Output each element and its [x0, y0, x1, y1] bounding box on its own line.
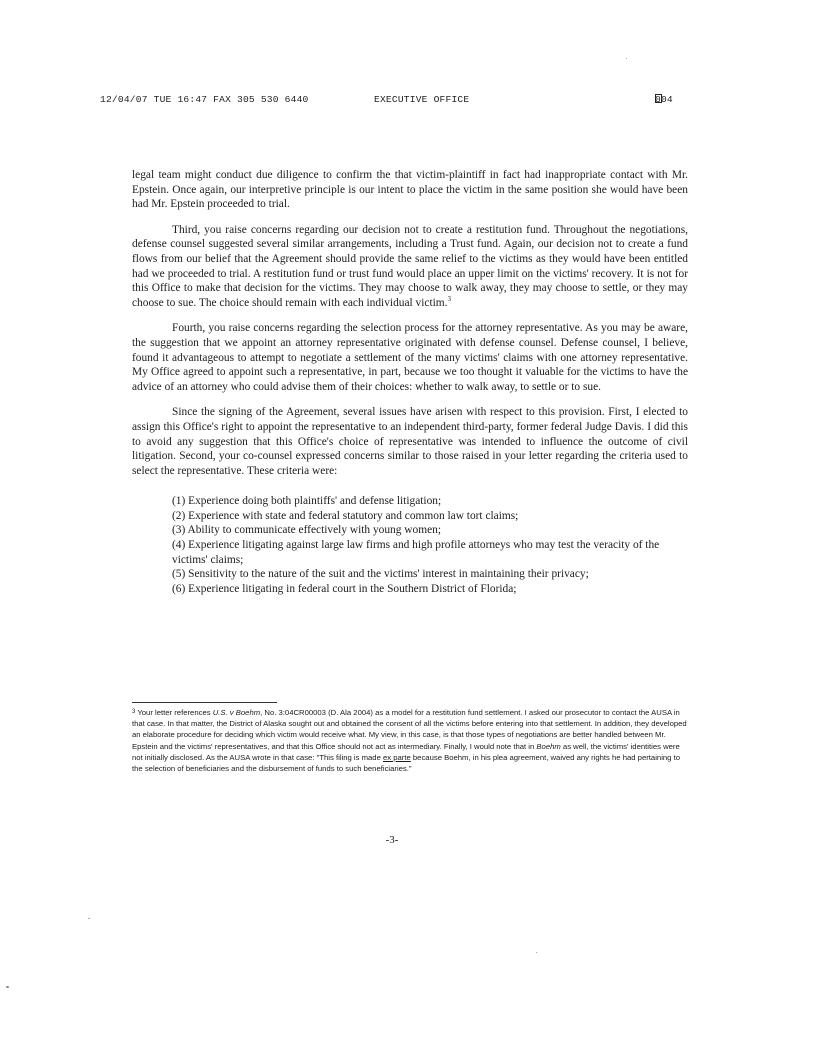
footnote-divider	[132, 702, 277, 703]
paragraph-restitution-fund	[132, 223, 688, 311]
footnote-mark: 3	[132, 709, 136, 715]
footnote-text-3: as well, the victims' identities were not initially disclosed. As the AUSA wrote in that case: "This filing is made	[132, 741, 680, 762]
paragraph-restitution-fund-text: Third, you raise concerns regarding our decision not to create a restitution fund. Throughout the negotiations, defense counsel suggested several similar arrangements, including a Trust fund. Again, our decision not to create a fund flows from our belief that the Agreement should provide the same relief to the victims as they would have been entitled had we proceeded to trial. A restitution fund or trust fund would place an upper limit on the victims' recovery. It is not for this Office to make that decision for the victims. They may choose to walk away, they may choose to settle, or they may choose to sue. The choice should remain with each individual victim.	[132, 223, 688, 309]
criteria-item: (6) Experience litigating in federal court in the Southern District of Florida;	[172, 582, 517, 595]
criteria-list	[172, 494, 688, 596]
scan-speck	[6, 986, 9, 988]
criteria-item: (5) Sensitivity to the nature of the suit and the victims' interest in maintaining their privacy;	[172, 568, 589, 581]
footnote-reference: 3	[447, 294, 451, 303]
criteria-item: (1) Experience doing both plaintiffs' and defense litigation;	[172, 495, 442, 508]
scan-speck	[88, 918, 90, 919]
criteria-item: (2) Experience with state and federal statutory and common law tort claims;	[172, 509, 519, 522]
footnote	[132, 707, 688, 774]
paragraph-due-diligence: legal team might conduct due diligence to confirm the that victim-plaintiff in fact had inappropriate contact with Mr. Epstein. Once again, our interpretive principle is our intent to place the victim in the same position she would have been had Mr. Epstein proceeded to trial.	[132, 169, 688, 211]
scan-speck	[626, 58, 627, 59]
footnote-case-short: Boehm	[536, 741, 561, 751]
fax-header	[100, 94, 720, 108]
paragraph-attorney-representative: Fourth, you raise concerns regarding the selection process for the attorney representative. As you may be aware, the suggestion that we appoint an attorney representative originated with defense counsel. Defense counsel, I believe, found it advantageous to attempt to negotiate a settlement of the many victims' claims with one attorney representative. My Office agreed to appoint such a representative, in part, because we too thought it valuable for the victims to have the advice of an attorney who could advise them of their choices: whether to walk away, to settle or to sue.	[132, 322, 688, 393]
footnote-text-4: because Boehm, in his plea agreement, waived any rights he had pertaining to the selection of beneficiaries and the disbursement of funds to such beneficiaries."	[132, 752, 680, 774]
criteria-item: (3) Ability to communicate effectively with young women;	[172, 524, 441, 537]
footnote-ex-parte: ex parte	[382, 752, 411, 762]
footnote-text-1: Your letter references	[137, 708, 213, 717]
fax-header-office: EXECUTIVE OFFICE	[374, 94, 470, 105]
letter-body	[132, 168, 688, 596]
fax-header-date-time: 12/04/07 TUE 16:47 FAX 305 530 6440	[100, 94, 309, 105]
page-number: -3-	[385, 834, 399, 846]
paragraph-agreement-issues: Since the signing of the Agreement, several issues have arisen with respect to this provision. First, I elected to assign this Office's right to appoint the representative to an independent third-party, former federal Judge Davis. I did this to avoid any suggestion that this Office's choice of representative was intended to influence the outcome of civil litigation. Second, your co-counsel expressed concerns similar to those raised in your letter regarding the criteria used to select the representative. These criteria were:	[132, 406, 688, 477]
footnote-case-name: U.S. v Boehm	[212, 708, 261, 717]
footnote-text-2: , No. 3:04CR00003 (D. Ala 2004) as a model for a restitution fund settlement. I asked our prosecutor to contact the AUSA in that case. In that matter, the District of Alaska sought out and obtained the consent of all the victims before entering into that settlement. In addition, they developed an elaborate procedure for deciding which victim would receive what. My view, in this case, is that those types of negotiations are better handled between Mr. Epstein and the victims' representatives, and that this Office should not act as intermediary. Finally, I would note that in	[132, 708, 687, 751]
fax-page-code: 004	[655, 94, 673, 105]
scan-speck	[536, 952, 537, 953]
criteria-item: (4) Experience litigating against large law firms and high profile attorneys who may test the veracity of the victims' claims;	[172, 539, 660, 566]
